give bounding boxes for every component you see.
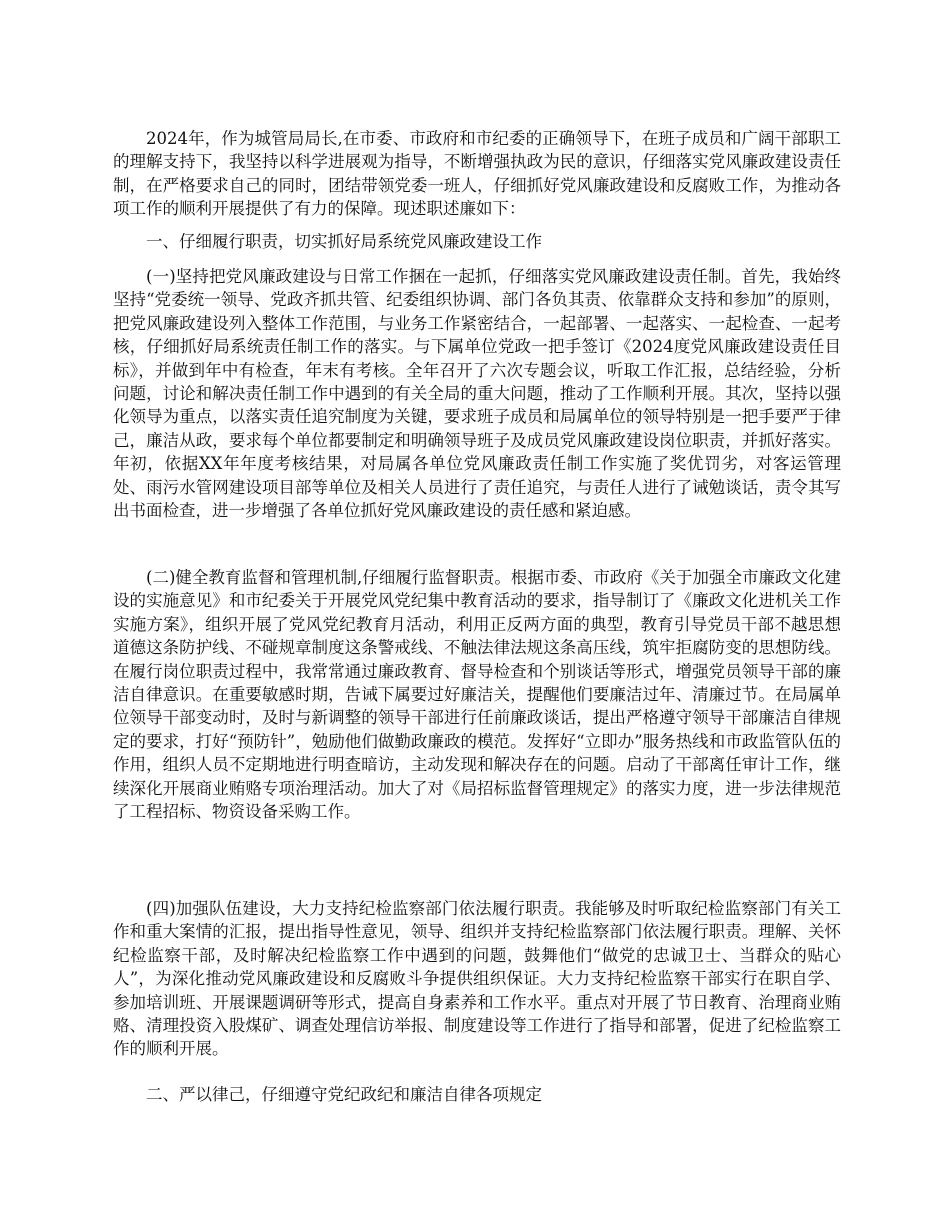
- section-heading-2: 二、严以律己，仔细遵守党纪政纪和廉洁自律各项规定: [146, 1085, 542, 1104]
- paragraph-item-1: (一)坚持把党风廉政建设与日常工作捆在一起抓，仔细落实党风廉政建设责任制。首先，我始终坚持“党委统一领导、党政齐抓共管、纪委组织协调、部门各负其责、依靠群众支持和参加”的原则，把党风廉政建设列入整体工作范围，与业务工作紧密结合，一起部署、一起落实、一起检查、一起考核，仔细抓好局系统责任制工作的落实。与下属单位党政一把手签订《2024度党风廉政建设责任目标》，并做到年中有检查，年末有考核。全年召开了六次专题会议，听取工作汇报，总结经验，分析问题，讨论和解决责任制工作中遇到的有关全局的重大问题，推动了工作顺利开展。其次，坚持以强化领导为重点，以落实责任追究制度为关键，要求班子成员和局属单位的领导特别是一把手要严于律己，廉洁从政，要求每个单位都要制定和明确领导班子及成员党风廉政建设岗位职责，并抓好落实。年初，依据XX年年度考核结果，对局属各单位党风廉政责任制工作实施了奖优罚劣，对客运管理处、雨污水管网建设项目部等单位及相关人员进行了责任追究，与责任人进行了诫勉谈话，责令其写出书面检查，进一步增强了各单位抓好党风廉政建设的责任感和紧迫感。: [113, 267, 841, 521]
- section-heading-1: 一、仔细履行职责，切实抓好局系统党风廉政建设工作: [146, 232, 542, 251]
- intro-paragraph: 2024年，作为城管局局长,在市委、市政府和市纪委的正确领导下，在班子成员和广阔干部职工的理解支持下，我坚持以科学进展观为指导，不断增强执政为民的意识，仔细落实党风廉政建设责任制，在严格要求自己的同时，团结带领党委一班人，仔细抓好党风廉政建设和反腐败工作，为推动各项工作的顺利开展提供了有力的保障。现述职述廉如下：: [113, 129, 841, 219]
- paragraph-item-4: (四)加强队伍建设，大力支持纪检监察部门依法履行职责。我能够及时听取纪检监察部门有关工作和重大案情的汇报，提出指导性意见，领导、组织并支持纪检监察部门依法履行职责。理解、关怀纪检监察干部，及时解决纪检监察工作中遇到的问题，鼓舞他们“做党的忠诚卫士、当群众的贴心人”，为深化推动党风廉政建设和反腐败斗争提供组织保证。大力支持纪检监察干部实行在职自学、参加培训班、开展课题调研等形式，提高自身素养和工作水平。重点对开展了节日教育、治理商业贿赂、清理投资入股煤矿、调查处理信访举报、制度建设等工作进行了指导和部署，促进了纪检监察工作的顺利开展。: [113, 899, 841, 1059]
- paragraph-item-2: (二)健全教育监督和管理机制,仔细履行监督职责。根据市委、市政府《关于加强全市廉政文化建设的实施意见》和市纪委关于开展党风党纪集中教育活动的要求，指导制订了《廉政文化进机关工作实施方案》，组织开展了党风党纪教育月活动，利用正反两方面的典型，教育引导党员干部不越思想道德这条防护线、不碰规章制度这条警戒线、不触法律法规这条高压线，筑牢拒腐防变的思想防线。在履行岗位职责过程中，我常常通过廉政教育、督导检查和个别谈话等形式，增强党员领导干部的廉洁自律意识。在重要敏感时期，告诫下属要过好廉洁关，提醒他们要廉洁过年、清廉过节。在局属单位领导干部变动时，及时与新调整的领导干部进行任前廉政谈话，提出严格遵守领导干部廉洁自律规定的要求，打好“预防针”，勉励他们做勤政廉政的模范。发挥好“立即办”服务热线和市政监管队伍的作用，组织人员不定期地进行明查暗访，主动发现和解决存在的问题。启动了干部离任审计工作，继续深化开展商业贿赂专项治理活动。加大了对《局招标监督管理规定》的落实力度，进一步法律规范了工程招标、物资设备采购工作。: [113, 568, 841, 822]
